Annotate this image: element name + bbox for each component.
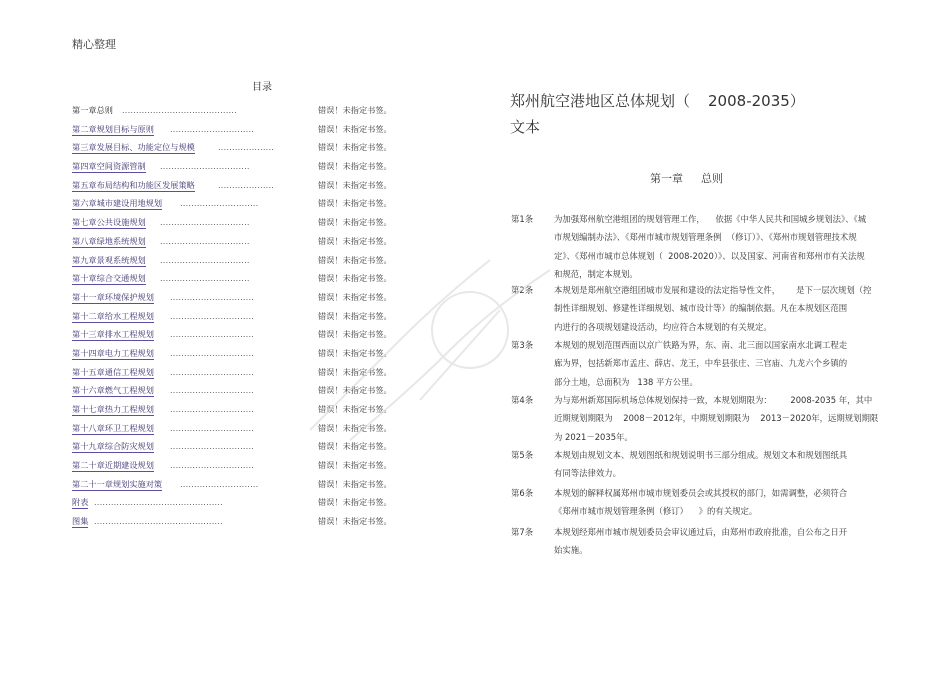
toc-item-label[interactable]: 第十六章燃气工程规划 xyxy=(72,385,154,396)
toc-item[interactable] xyxy=(72,421,392,440)
toc-item-leader-dots: .............................. xyxy=(170,460,255,471)
chapter-heading xyxy=(650,170,723,186)
toc-item-page-status: 错误！未指定书签。 xyxy=(318,179,392,190)
toc-item-label[interactable]: 第十一章环境保护规划 xyxy=(72,291,154,302)
toc-item-page-status: 错误！未指定书签。 xyxy=(318,347,392,358)
article-text xyxy=(554,336,891,391)
toc-item[interactable] xyxy=(72,402,392,421)
article xyxy=(511,523,891,560)
toc-item-page-status: 错误！未指定书签。 xyxy=(318,516,392,527)
toc-item-label[interactable]: 第二章规划目标与原则 xyxy=(72,123,154,134)
toc-item-page-status: 错误！未指定书签。 xyxy=(318,254,392,265)
toc-item[interactable] xyxy=(72,290,392,309)
toc-item-leader-dots: .............................. xyxy=(170,366,255,377)
toc-item-page-status: 错误！未指定书签。 xyxy=(318,329,392,340)
article-line: 本规划的解释权属郑州市城市规划委员会或其授权的部门，如需调整，必须符合 xyxy=(554,488,848,498)
toc-item-label: 第一章总则 xyxy=(72,105,113,115)
article-line: 和规范，制定本规划。 xyxy=(554,269,638,280)
toc-item-leader-dots: .............................. xyxy=(170,441,255,452)
toc-item-page-status: 错误！未指定书签。 xyxy=(318,291,392,302)
toc-item-leader-dots: .............................. xyxy=(170,422,255,433)
chapter-name: 总则 xyxy=(701,172,723,185)
toc-item-label[interactable]: 第四章空间资源管制 xyxy=(72,161,146,172)
toc-item[interactable] xyxy=(72,514,392,533)
article-text xyxy=(554,523,891,560)
article-number: 第5条 xyxy=(511,450,534,460)
toc-item-leader-dots: ............................ xyxy=(180,198,259,209)
toc-item[interactable] xyxy=(72,383,392,402)
toc-item-page-status: 错误！未指定书签。 xyxy=(318,273,392,284)
toc-item[interactable] xyxy=(72,234,392,253)
toc-item[interactable] xyxy=(72,365,392,384)
toc-item[interactable] xyxy=(72,477,392,496)
toc-item-label[interactable]: 附表 xyxy=(72,497,89,508)
article xyxy=(511,484,891,521)
toc-item-leader-dots: ................................ xyxy=(160,217,250,228)
toc-item-label[interactable]: 第十五章通信工程规划 xyxy=(72,366,154,377)
document-title-close: ） xyxy=(789,92,805,110)
article-text xyxy=(554,391,891,446)
article-line: 制性详细规划、修建性详细规划、城市设计等）的编制依据。凡在本规划区范围 xyxy=(554,303,848,314)
toc-item-label[interactable]: 第九章景观系统规划 xyxy=(72,254,146,265)
toc-item-page-status: 错误！未指定书签。 xyxy=(318,497,392,508)
toc-item-leader-dots: .............................. xyxy=(170,123,255,134)
toc-item[interactable] xyxy=(72,271,392,290)
toc-item[interactable] xyxy=(72,309,392,328)
toc-item-label[interactable]: 第六章城市建设用地规划 xyxy=(72,198,163,209)
toc-item-leader-dots: ......................................... xyxy=(122,105,237,115)
article xyxy=(511,446,891,483)
toc-item-label[interactable]: 第二十一章规划实施对策 xyxy=(72,478,163,489)
article-line: 市规划编制办法》、《郑州市城市规划管理条例 （修订）》、《郑州市规划管理技术规 xyxy=(554,232,857,243)
article-number: 第6条 xyxy=(511,488,534,498)
toc-item-leader-dots: ................................ xyxy=(160,273,250,284)
article-line: 内进行的各项规划建设活动，均应符合本规划的有关规定。 xyxy=(554,321,772,332)
document-title xyxy=(510,90,805,111)
toc-item-label[interactable]: 第十二章给水工程规划 xyxy=(72,310,154,321)
toc-item-leader-dots: .............................. xyxy=(170,404,255,414)
toc-title: 目录 xyxy=(252,82,272,93)
header-note: 精心整理 xyxy=(72,38,116,51)
article-line: 为加强郑州航空港组团的规划管理工作， 依据《中华人民共和国城乡规划法》、《城 xyxy=(554,214,867,224)
article-line: 《郑州市城市规划管理条例（修订） 》的有关规定。 xyxy=(554,506,758,517)
article-number: 第7条 xyxy=(511,527,534,537)
toc-item-leader-dots: .............................. xyxy=(170,347,255,358)
toc-item-page-status: 错误！未指定书签。 xyxy=(318,198,392,209)
toc-item[interactable] xyxy=(72,215,392,234)
article-number: 第2条 xyxy=(511,285,534,295)
article-line: 本规划的规划范围西面以京广铁路为界，东、南、北三面以国家南水北调工程走 xyxy=(554,340,848,350)
toc-item-page-status: 错误！未指定书签。 xyxy=(318,123,392,134)
toc-item-label[interactable]: 第十章综合交通规划 xyxy=(72,273,146,284)
toc-item-leader-dots: .............................. xyxy=(170,329,255,340)
toc-item-page-status: 错误！未指定书签。 xyxy=(318,366,392,377)
toc-item-leader-dots: .............................. xyxy=(170,291,255,302)
document-subtitle: 文本 xyxy=(510,118,541,136)
toc-item-label[interactable]: 第十四章电力工程规划 xyxy=(72,347,154,358)
toc-item[interactable] xyxy=(72,346,392,365)
toc-item-leader-dots: .............................................. xyxy=(94,516,223,527)
article-number: 第3条 xyxy=(511,340,534,350)
toc-list xyxy=(72,103,392,533)
toc-item-label[interactable]: 第十八章环卫工程规划 xyxy=(72,422,154,433)
toc-item-leader-dots: ................................ xyxy=(160,254,250,265)
article xyxy=(511,210,891,284)
article-line: 部分土地，总面积为 138 平方公里。 xyxy=(554,376,698,387)
article xyxy=(511,336,891,391)
document-title-main: 郑州航空港地区总体规划（ xyxy=(510,92,691,110)
document-title-years: 2008-2035 xyxy=(708,92,790,110)
article-line: 始实施。 xyxy=(554,545,588,556)
toc-item[interactable] xyxy=(72,495,392,514)
toc-item-page-status: 错误！未指定书签。 xyxy=(318,161,392,172)
toc-item-label[interactable]: 图集 xyxy=(72,516,89,527)
toc-item[interactable] xyxy=(72,458,392,477)
toc-item-label[interactable]: 第十九章综合防灾规划 xyxy=(72,441,154,452)
toc-item-label[interactable]: 第三章发展目标、功能定位与规模 xyxy=(72,142,195,153)
toc-item-label[interactable]: 第七章公共设施规划 xyxy=(72,217,146,228)
toc-item[interactable] xyxy=(72,327,392,346)
toc-item-label[interactable]: 第八章绿地系统规划 xyxy=(72,235,146,246)
article-line: 廊为界，包括新郑市孟庄、薛店、龙王，中牟县张庄、三官庙、九龙六个乡镇的 xyxy=(554,358,848,369)
toc-item-page-status: 错误！未指定书签。 xyxy=(318,422,392,433)
toc-item-leader-dots: ................................ xyxy=(160,235,250,246)
article-line: 本规划是郑州航空港组团城市发展和建设的法定指导性文件， 是下一层次规划（控 xyxy=(554,285,872,295)
chapter-label: 第一章 xyxy=(650,172,683,185)
toc-item-page-status: 错误！未指定书签。 xyxy=(318,235,392,246)
toc-item-leader-dots: .................... xyxy=(218,142,275,153)
article-number: 第1条 xyxy=(511,214,534,224)
toc-item-label[interactable]: 第十三章排水工程规划 xyxy=(72,329,154,340)
toc-item-leader-dots: .............................. xyxy=(170,385,255,396)
article-line: 为与郑州新郑国际机场总体规划保持一致，本规划期限为： 2008-2035 年，其中 xyxy=(554,395,873,405)
toc-item-page-status: 错误！未指定书签。 xyxy=(318,385,392,396)
article-line: 有同等法律效力。 xyxy=(554,468,621,479)
article xyxy=(511,391,891,446)
article-text xyxy=(554,484,891,521)
toc-item-leader-dots: .............................................. xyxy=(94,497,223,508)
toc-item-page-status: 错误！未指定书签。 xyxy=(318,142,392,153)
toc-item[interactable] xyxy=(72,196,392,215)
toc-item-page-status: 错误！未指定书签。 xyxy=(318,310,392,321)
article xyxy=(511,281,891,336)
toc-item[interactable] xyxy=(72,253,392,272)
toc-item-page-status: 错误！未指定书签。 xyxy=(318,478,392,489)
article-text xyxy=(554,446,891,483)
toc-item-page-status: 错误！未指定书签。 xyxy=(318,105,392,115)
toc-item-leader-dots: .................... xyxy=(218,179,275,190)
article-line: 定》、《郑州市城市总体规划（ 2008-2020）》、以及国家、河南省和郑州市有关法规 xyxy=(554,250,865,261)
table-of-contents xyxy=(72,78,392,533)
toc-item[interactable] xyxy=(72,140,392,159)
toc-item-label[interactable]: 第五章布局结构和功能区发展策略 xyxy=(72,179,195,190)
article-text xyxy=(554,281,891,336)
toc-item[interactable] xyxy=(72,159,392,178)
article-line: 本规划由规划文本、规划图纸和规划说明书三部分组成。规划文本和规划图纸具 xyxy=(554,450,848,460)
toc-item-page-status: 错误！未指定书签。 xyxy=(318,460,392,471)
toc-item[interactable] xyxy=(72,439,392,458)
article-line: 本规划经郑州市城市规划委员会审议通过后，由郑州市政府批准，自公布之日开 xyxy=(554,527,848,537)
article-number: 第4条 xyxy=(511,395,534,405)
toc-item[interactable] xyxy=(72,178,392,197)
toc-item-page-status: 错误！未指定书签。 xyxy=(318,404,392,414)
toc-item-page-status: 错误！未指定书签。 xyxy=(318,441,392,452)
toc-item-page-status: 错误！未指定书签。 xyxy=(318,217,392,228)
toc-item-label[interactable]: 第十七章热力工程规划 xyxy=(72,404,154,414)
toc-item-label[interactable]: 第二十章近期建设规划 xyxy=(72,460,154,471)
toc-item xyxy=(72,103,392,122)
article-text xyxy=(554,210,891,284)
article-line: 为 2021－2035年。 xyxy=(554,431,633,442)
toc-item-leader-dots: .............................. xyxy=(170,310,255,321)
toc-item[interactable] xyxy=(72,122,392,141)
article-line: 近期规划期限为 2008－2012年，中期规划期限为 2013－2020年，远期规划期限 xyxy=(554,413,879,424)
toc-item-leader-dots: ............................ xyxy=(180,478,259,489)
toc-item-leader-dots: ................................ xyxy=(160,161,250,172)
